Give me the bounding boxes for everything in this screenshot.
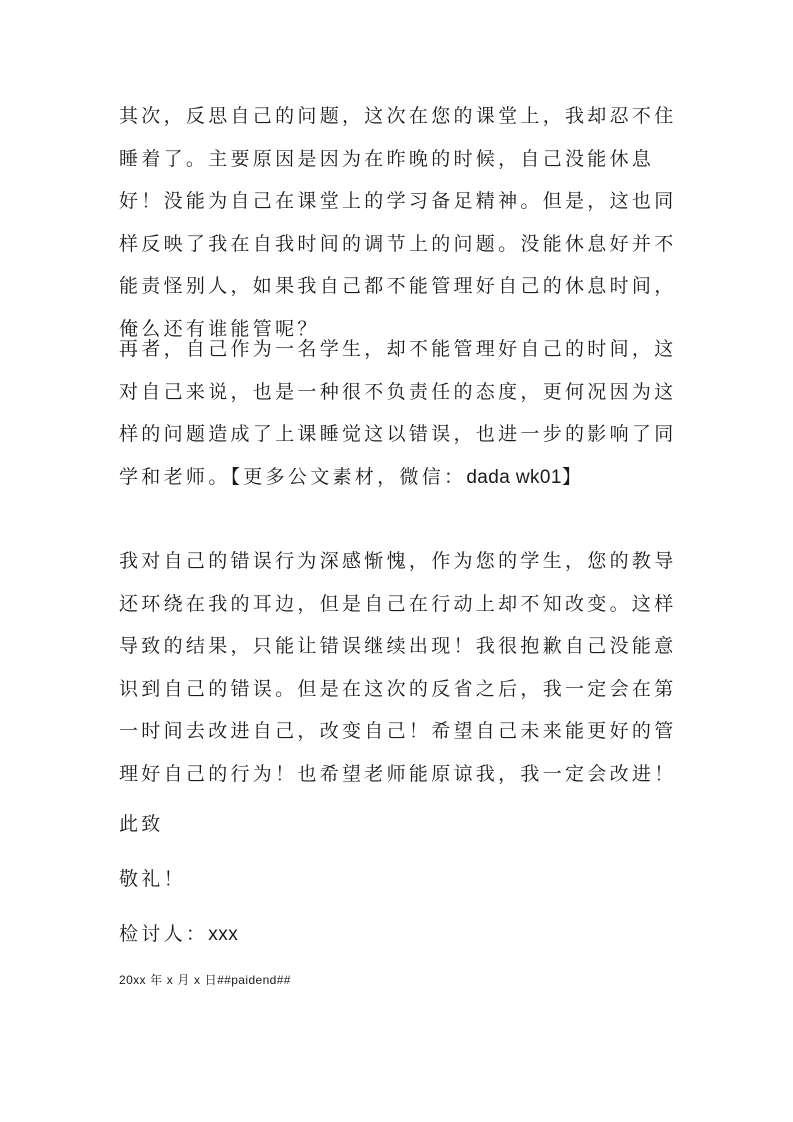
signature-label: 检讨人：	[119, 923, 209, 945]
signature-name: xxx	[208, 924, 239, 945]
date-month-unit: 月	[177, 973, 190, 987]
date-suffix: ##paidend##	[217, 973, 291, 987]
signature-line	[119, 919, 238, 950]
closing-salutation: 此致	[119, 813, 164, 835]
date-year: 20xx	[119, 973, 146, 987]
closing-regards: 敬礼！	[119, 868, 186, 890]
date-line	[119, 971, 291, 989]
paragraph-apology: 我对自己的错误行为深感惭愧，作为您的学生，您的教导还环绕在我的耳边，但是自己在行动上却不知改变。这样导致的结果，只能让错误继续出现！我很抱歉自己没能意识到自己的错误。但是在这次的反省之后，我一定会在第一时间去改进自己，改变自己！希望自己未来能更好的管理好自己的行为！也希望老师能原谅我，我一定会改进！	[119, 550, 677, 785]
paragraph-further-reflection	[119, 328, 689, 499]
paragraph-further-reflection-text: 再者，自己作为一名学生，却不能管理好自己的时间，这对自己来说，也是一种很不负责任的态度，更何况因为这样的问题造成了上课睡觉这以错误，也进一步的影响了同学和老师。【更多公文素材，微信：	[119, 338, 677, 488]
wechat-contact-id: dada wk01	[466, 466, 562, 488]
date-day: x	[194, 973, 201, 987]
closing-bracket: 】	[561, 465, 585, 488]
date-day-unit: 日	[204, 973, 218, 987]
paragraph-reflection: 其次，反思自己的问题，这次在您的课堂上，我却忍不住睡着了。主要原因是因为在昨晚的时候，自己没能休息好！没能为自己在课堂上的学习备足精神。但是，这也同样反映了我在自我时间的调节上的问题。没能休息好并不能责怪别人，如果我自己都不能管理好自己的休息时间，俺么还有谁能管呢？	[119, 105, 677, 340]
date-month: x	[166, 973, 174, 987]
date-year-unit: 年	[150, 973, 163, 987]
